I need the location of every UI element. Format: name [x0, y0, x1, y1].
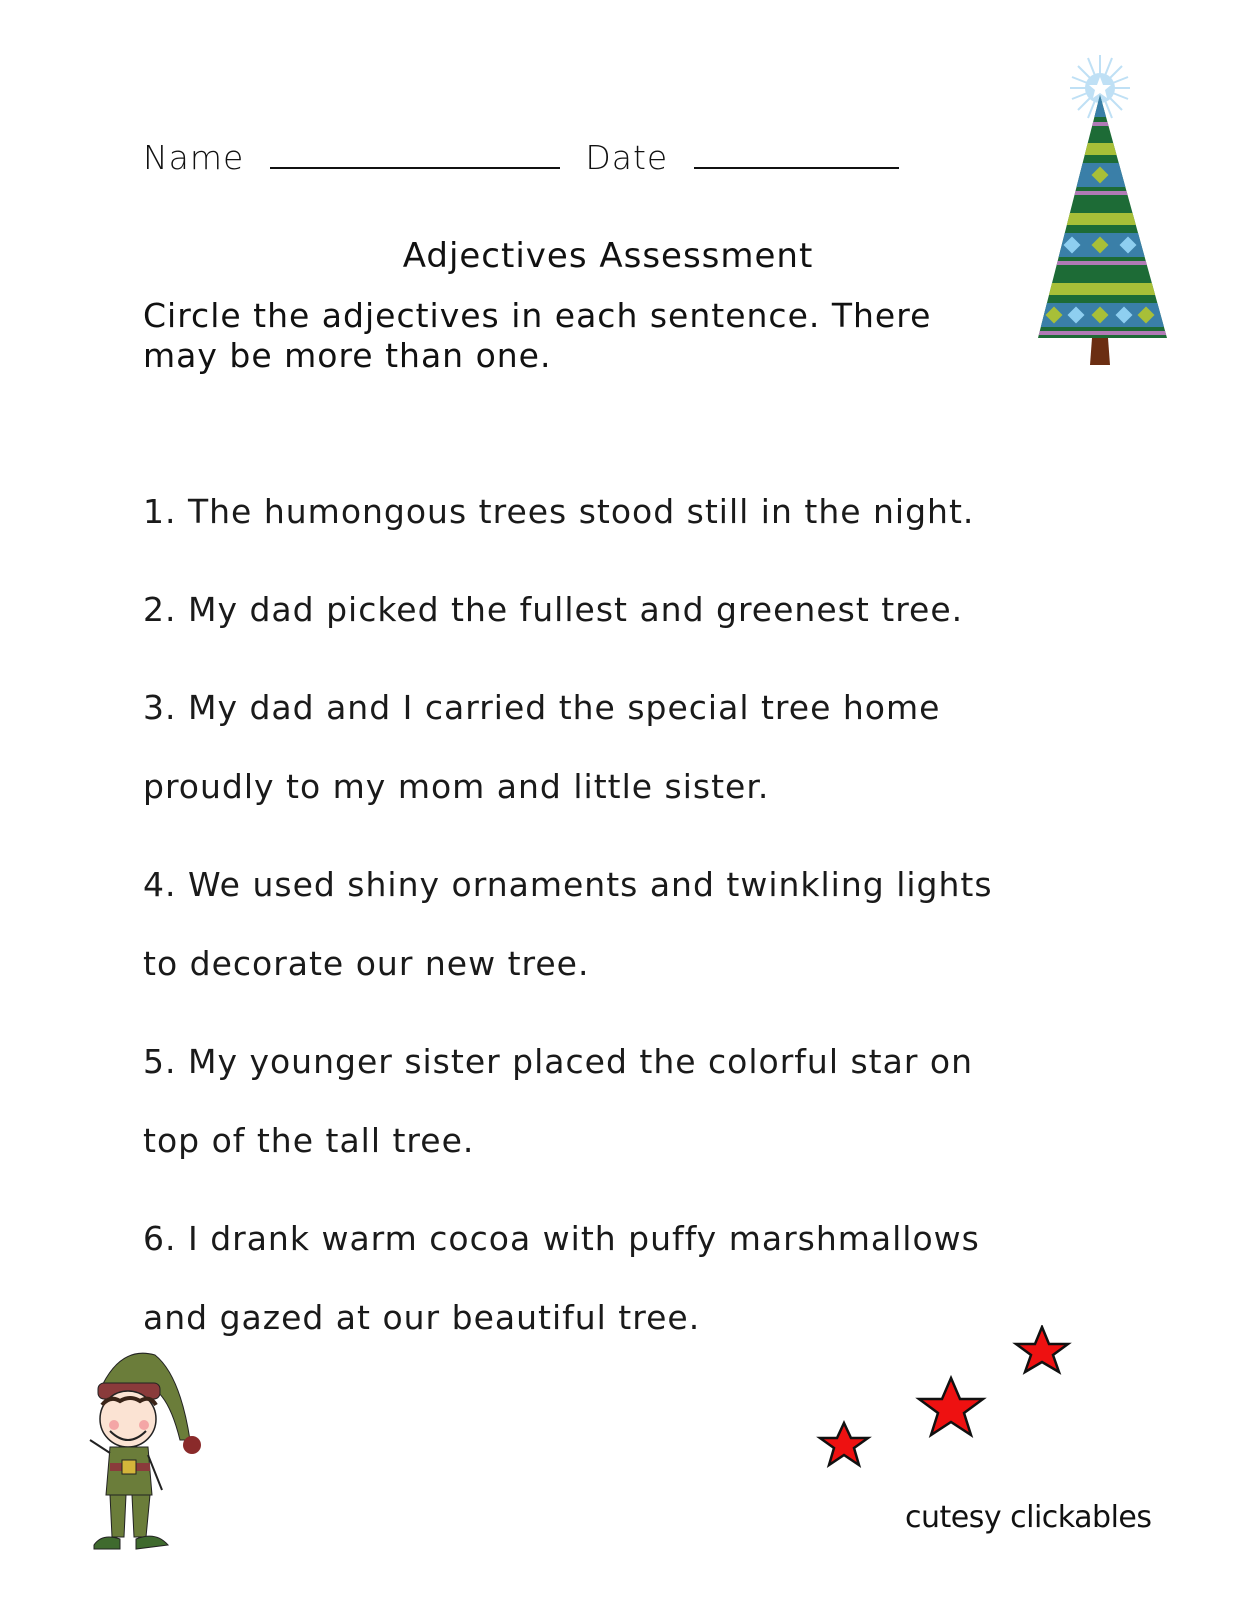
elf-illustration	[80, 1345, 210, 1555]
red-stars-icon	[810, 1325, 1080, 1475]
sentence-3-line-1: 3. My dad and I carried the special tree home	[143, 688, 941, 727]
name-field[interactable]	[270, 141, 560, 169]
sentence-4-line-1: 4. We used shiny ornaments and twinkling lights	[143, 865, 993, 904]
worksheet-title: Adjectives Assessment	[402, 236, 814, 276]
sentence-5-line-1: 5. My younger sister placed the colorful star on	[143, 1042, 974, 1081]
date-field[interactable]	[694, 141, 899, 169]
sentence-2: 2. My dad picked the fullest and greenest tree.	[143, 590, 964, 629]
sentence-4-line-2: to decorate our new tree.	[143, 944, 590, 983]
brand-logo-text: cutesy clickables	[905, 1500, 1152, 1535]
sentence-5-line-2: top of the tall tree.	[143, 1121, 475, 1160]
instructions: Circle the adjectives in each sentence. There may be more than one.	[143, 296, 932, 375]
name-date-row	[143, 138, 899, 177]
sentence-1: 1. The humongous trees stood still in the night.	[143, 492, 975, 531]
sentence-6-line-2: and gazed at our beautiful tree.	[143, 1298, 701, 1337]
date-label: Date	[585, 138, 669, 177]
christmas-tree-icon	[1030, 55, 1175, 370]
sentence-6-line-1: 6. I drank warm cocoa with puffy marshmallows	[143, 1219, 980, 1258]
sentence-3-line-2: proudly to my mom and little sister.	[143, 767, 770, 806]
name-label: Name	[143, 138, 245, 177]
